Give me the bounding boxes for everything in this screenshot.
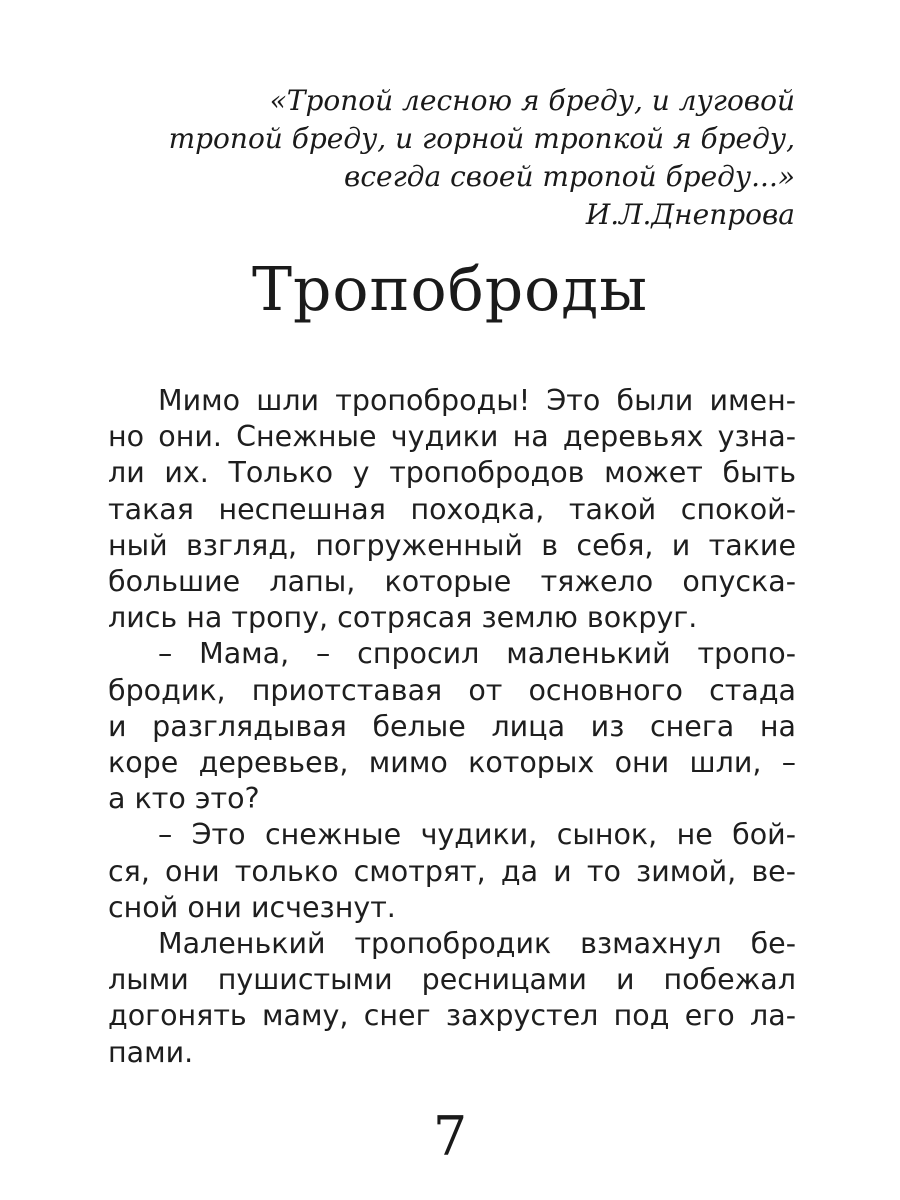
- epigraph-author: И.Л.Днепрова: [585, 198, 795, 231]
- text-line: Мимо шли тропоброды! Это были имен-: [158, 384, 796, 417]
- epigraph-line: всегда своей тропой бреду...»: [344, 160, 795, 193]
- text-line: но они. Снежные чудики на деревьях узна-: [108, 420, 796, 454]
- page-number: 7: [432, 1105, 468, 1168]
- text-line: большие лапы, которые тяжело опуска-: [108, 565, 796, 599]
- text-line: лись на тропу, сотрясая землю вокруг.: [108, 601, 698, 635]
- text-line: Маленький тропобродик взмахнул бе-: [158, 927, 796, 961]
- text-line: а кто это?: [108, 782, 260, 816]
- epigraph-line: «Тропой лесною я бреду, и луговой: [269, 84, 795, 117]
- text-line: бродик, приотставая от основного стада: [108, 673, 796, 707]
- text-line: – Это снежные чудики, сынок, не бой-: [158, 818, 796, 852]
- text-line: пами.: [108, 1035, 194, 1069]
- text-line: такая неспешная походка, такой спокой-: [108, 492, 796, 526]
- chapter-title: Тропоброды: [251, 255, 648, 325]
- text-line: сной они исчезнут.: [108, 890, 396, 924]
- text-line: ли их. Только у тропобродов может быть: [108, 456, 796, 490]
- text-line: ный взгляд, погруженный в себя, и такие: [108, 528, 796, 562]
- text-line: коре деревьев, мимо которых они шли, –: [108, 746, 796, 780]
- text-line: лыми пушистыми ресницами и побежал: [108, 963, 796, 997]
- text-line: и разглядывая белые лица из снега на: [108, 709, 796, 743]
- text-line: – Мама, – спросил маленький тропо-: [158, 637, 796, 671]
- chapter-body: [108, 383, 796, 1071]
- epigraph: [95, 82, 795, 234]
- epigraph-line: тропой бреду, и горной тропкой я бреду,: [168, 122, 795, 155]
- text-line: догонять маму, снег захрустел под его ла-: [108, 999, 796, 1033]
- text-line: ся, они только смотрят, да и то зимой, ве-: [108, 854, 796, 888]
